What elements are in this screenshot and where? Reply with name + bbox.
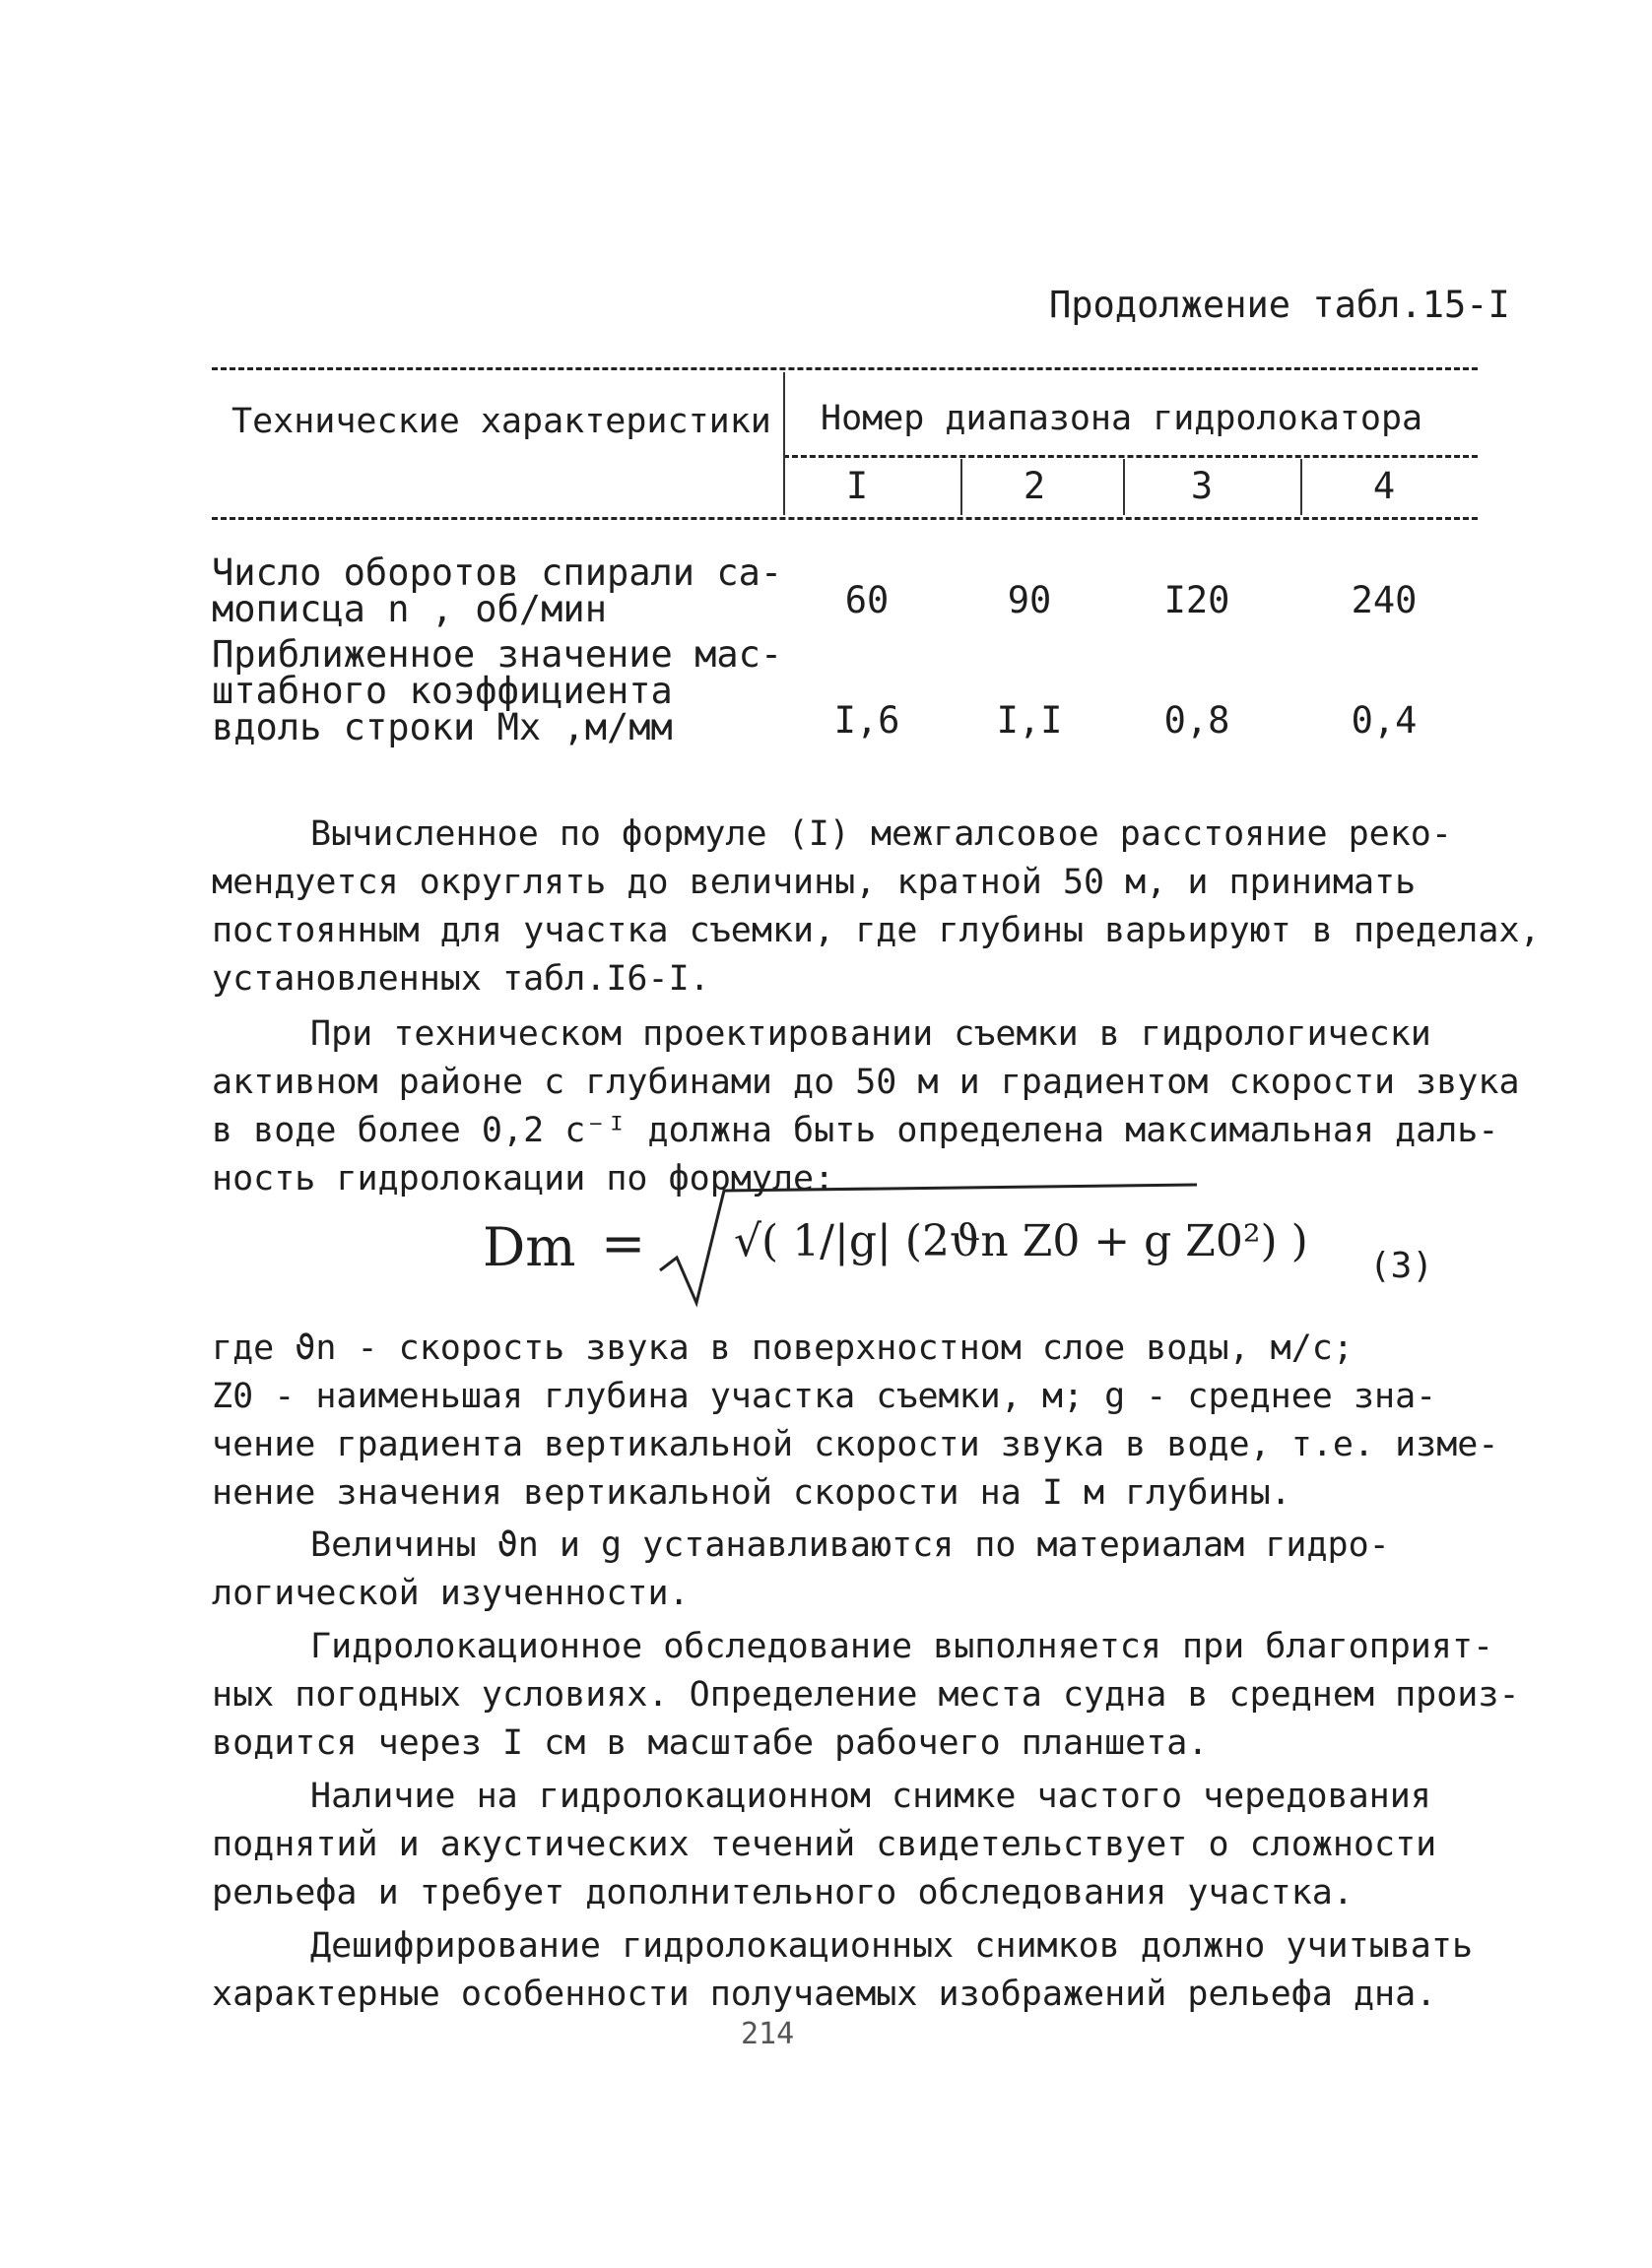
- formula-3: [473, 1177, 1434, 1325]
- table-row-1-label-line-1: Число оборотов спирали са-: [212, 551, 783, 594]
- table-row-2-value-1: I,6: [833, 699, 900, 742]
- where-line-1: где ϑn - скорость звука в поверхностном слое воды, м/с;: [212, 1328, 1354, 1368]
- table-row-1-value-2: 90: [1007, 579, 1052, 621]
- paragraph-6-line-1: Дешифрирование гидролокационных снимков должно учитывать: [310, 1926, 1474, 1966]
- formula-equals: =: [601, 1212, 646, 1274]
- paragraph-3-line-2: логической изученности.: [212, 1574, 690, 1613]
- table-col-2: 2: [1023, 465, 1046, 507]
- paragraph-5-line-2: поднятий и акустических течений свидетельствует о сложности: [212, 1825, 1437, 1864]
- table-divider-col3: [1123, 459, 1125, 515]
- where-line-4: нение значения вертикальной скорости на I м глубины.: [212, 1473, 1291, 1513]
- paragraph-1-line-2: мендуется округлять до величины, кратной 50 м, и принимать: [212, 863, 1417, 902]
- paragraph-6-line-2: характерные особенности получаемых изображений рельефа дна.: [212, 1975, 1437, 2014]
- where-line-3: чение градиента вертикальной скорости звука в воде, т.е. изме-: [212, 1425, 1499, 1464]
- where-line-2: Z0 - наименьшая глубина участка съемки, м; g - среднее зна-: [212, 1377, 1437, 1416]
- table-col-1: I: [845, 465, 869, 507]
- table-divider-main: [783, 372, 785, 515]
- table-row-2-label-line-2: штабного коэффициента: [212, 670, 673, 712]
- paragraph-2-line-4: ность гидролокации по формуле:: [212, 1159, 835, 1199]
- table-row-1-value-4: 240: [1351, 579, 1418, 621]
- table-col-3: 3: [1190, 465, 1214, 507]
- paragraph-1-line-3: постоянным для участка съемки, где глубины варьируют в пределах,: [212, 911, 1541, 950]
- table-caption: Продолжение табл.15-I: [1049, 284, 1510, 326]
- table-row-1-value-1: 60: [844, 579, 890, 621]
- paragraph-5-line-3: рельефа и требует дополнительного обследования участка.: [212, 1873, 1354, 1912]
- table-divider-col2: [960, 459, 962, 515]
- paragraph-5-line-1: Наличие на гидролокационном снимке частого чередования: [310, 1777, 1431, 1816]
- table-header-range-number: Номер диапазона гидролокатора: [821, 399, 1423, 438]
- table-divider-col4: [1300, 459, 1302, 515]
- table-row-2-label-line-3: вдоль строки Mx ,м/мм: [212, 706, 673, 748]
- table-row-2-value-4: 0,4: [1351, 699, 1418, 742]
- paragraph-2-line-3: в воде более 0,2 с⁻ᴵ должна быть определена максимальная даль-: [212, 1111, 1499, 1150]
- paragraph-4-line-3: водится через I см в масштабе рабочего планшета.: [212, 1723, 1209, 1763]
- paragraph-3-line-1: Величины ϑn и g устанавливаются по материалам гидро-: [310, 1525, 1390, 1565]
- table-row-1-label-line-2: мописца n , об/мин: [212, 588, 607, 630]
- table-row-2-label-line-1: Приближенное значение мас-: [212, 633, 783, 676]
- paragraph-2-line-2: активном районе с глубинами до 50 м и градиентом скорости звука: [212, 1063, 1520, 1102]
- table-header-characteristics: Технические характеристики: [231, 402, 771, 441]
- formula-lhs: Dm: [483, 1216, 576, 1278]
- paragraph-4-line-1: Гидролокационное обследование выполняется при благоприят-: [310, 1627, 1494, 1666]
- formula-expression: √( 1/|g| (2ϑn Z0 + g Z0²) ): [734, 1216, 1308, 1266]
- paragraph-1-line-4: установленных табл.I6-I.: [212, 959, 710, 999]
- table-header-bottom-rule: [212, 517, 1478, 520]
- table-group-rule: [783, 455, 1478, 458]
- table-col-4: 4: [1372, 465, 1396, 507]
- table-row-1-value-3: I20: [1163, 579, 1230, 621]
- paragraph-2-line-1: При техническом проектировании съемки в гидрологически: [310, 1014, 1431, 1054]
- table-top-rule: [212, 367, 1478, 370]
- table-row-2-value-2: I,I: [996, 699, 1063, 742]
- paragraph-1-line-1: Вычисленное по формуле (I) межгалсовое расстояние реко-: [310, 814, 1452, 854]
- table-row-2-value-3: 0,8: [1163, 699, 1230, 742]
- formula-number: (3): [1369, 1246, 1434, 1286]
- paragraph-4-line-2: ных погодных условиях. Определение места судна в среднем произ-: [212, 1675, 1520, 1715]
- page-number: 214: [741, 2017, 795, 2051]
